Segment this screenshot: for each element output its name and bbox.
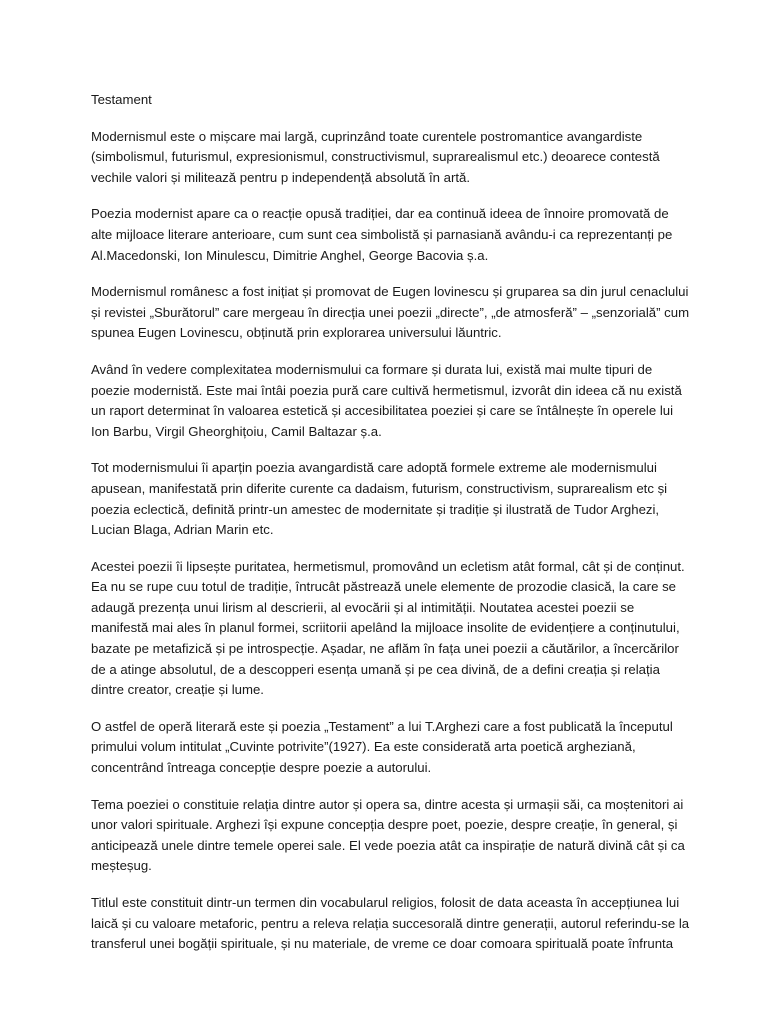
paragraph-2: Poezia modernist apare ca o reacție opusă tradiției, dar ea continuă ideea de înnoire promovată de alte mijloace literare anterioare, cum sunt cea simbolistă și parnasiană avându-i ca reprezentanți pe Al.Macedonski, Ion Minulescu, Dimitrie Anghel, George Bacovia ș.a. <box>91 206 673 263</box>
paragraph-8: Tema poeziei o constituie relația dintre autor și opera sa, dintre acesta și urmașii săi, ca moștenitori ai unor valori spirituale. Arghezi își expune concepția despre poet, poezie, despre creație, în general, și anticipează unele dintre temele operei sale. El vede poezia atât ca inspirație de natură divină cât și ca meșteșug. <box>91 796 685 874</box>
paragraph-5: Tot modernismului îi aparțin poezia avangardistă care adoptă formele extreme ale modernismului apusean, manifestată prin diferite curente ca dadaism, futurism, constructivism, suprarealism etc și poezia eclectică, definită printr-un amestec de modernitate și tradiție și ilustrată de Tudor Arghezi, Lucian Blaga, Adrian Marin etc. <box>91 460 668 538</box>
paragraph-6: Acestei poezii îi lipsește puritatea, hermetismul, promovând un ecletism atât formal, cât și de conținut. Ea nu se rupe cuu totul de tradiție, întrucât păstrează unele elemente de prozodie clasică, la care se adaugă prezența unui lirism al descrierii, al evocării și al intimității. Noutatea acestei poezii se manifestă mai ales în planul formei, scriitorii apelând la mijloace insolite de evidențiere a conținutului, bazate pe metafizică și pe introspecție. Așadar, ne aflăm în fața unei poezii a căutărilor, a încercărilor de a atinge absolutul, de a descopperi esența umană și pe cea divină, de a defini creația și relația dintre creator, creație și lume. <box>91 558 685 698</box>
paragraph-9: Titlul este constituit dintr-un termen din vocabularul religios, folosit de data aceasta în accepțiunea lui laică și cu valoare metaforic, pentru a releva relația succesorală dintre generații, autorul referindu-se la transferul unei bogății spirituale, și nu materiale, de vreme ce doar comoara spirituală poate înfrunta <box>91 895 690 952</box>
document-body <box>91 90 691 955</box>
document-title: Testament <box>91 92 152 107</box>
paragraph-1: Modernismul este o mișcare mai largă, cuprinzând toate curentele postromantice avangardiste (simbolismul, futurismul, expresionismul, constructivismul, suprarealismul etc.) deoarece contestă vechile valori și militează pentru p independență absolută în artă. <box>91 128 660 185</box>
paragraph-4: Având în vedere complexitatea modernismului ca formare și durata lui, există mai multe tipuri de poezie modernistă. Este mai întâi poezia pură care cultivă hermetismul, izvorât din ideea că nu există un raport determinat în valoarea estetică și accesibilitatea poeziei și care se întâlnește în operele lui Ion Barbu, Virgil Gheorghițoiu, Camil Baltazar ș.a. <box>91 361 682 439</box>
paragraph-3: Modernismul românesc a fost inițiat și promovat de Eugen lovinescu și gruparea sa din jurul cenaclului și revistei „Sburătorul” care mergeau în direcția unei poezii „directe”, „de atmosferă” – „senzorială” cum spunea Eugen Lovinescu, obținută prin explorarea universului lăuntric. <box>91 284 690 341</box>
paragraph-7: O astfel de operă literară este și poezia „Testament” a lui T.Arghezi care a fost publicată la începutul primului volum intitulat „Cuvinte potrivite”(1927). Ea este considerată arta poetică argheziană, concentrând întreaga concepție despre poezie a autorului. <box>91 718 673 776</box>
